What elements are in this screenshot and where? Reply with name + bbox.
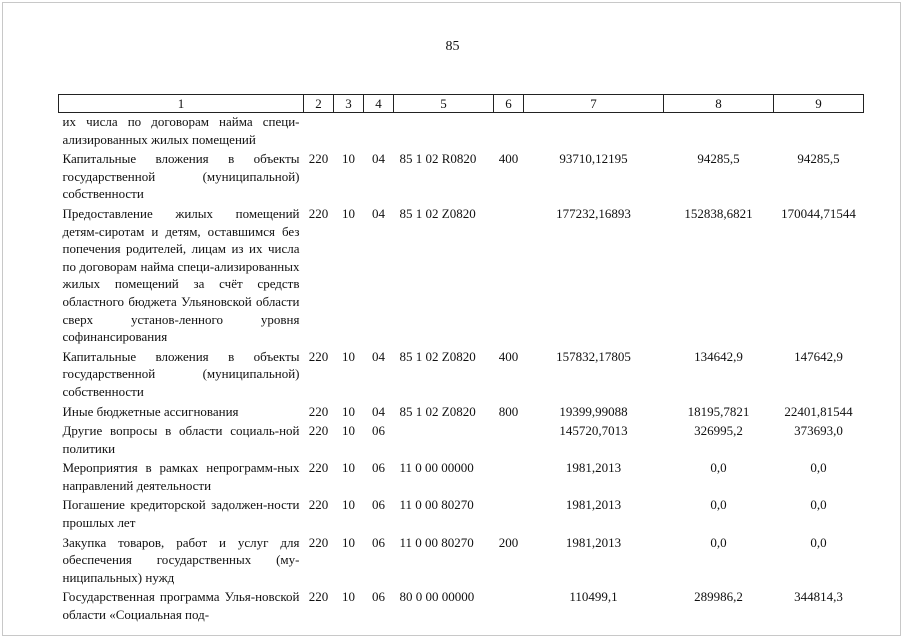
target-article-cell: 85 1 02 Z0820 (399, 205, 476, 221)
target-article-cell: 85 1 02 R0820 (399, 151, 477, 167)
amount-cell: 0,0 (810, 460, 827, 476)
code-cell: 220 (308, 403, 329, 419)
target-article-cell: 11 0 00 80270 (399, 534, 474, 550)
expense-type-cell (494, 457, 524, 494)
subsection-cell: 04 (372, 348, 385, 364)
amount-cell: 19399,99088 (559, 403, 628, 419)
column-header: 4 (364, 95, 394, 113)
subsection-cell: 06 (372, 497, 385, 513)
subsection-cell: 04 (372, 151, 385, 167)
row-name-cell: Мероприятия в рамках непрограмм-ных направлений деятельности (62, 460, 300, 493)
row-name-cell: Государственная программа Улья-новской области «Социальная под- (62, 589, 300, 623)
budget-table (58, 94, 864, 624)
column-header: 7 (524, 95, 664, 113)
expense-type-cell: 400 (498, 348, 519, 364)
amount-cell: 0,0 (710, 497, 727, 513)
amount-cell: 157832,17805 (556, 348, 631, 364)
code-cell: 220 (308, 423, 329, 439)
column-header: 8 (664, 95, 774, 113)
amount-cell: 147642,9 (794, 348, 843, 364)
column-header: 6 (494, 95, 524, 113)
amount-cell: 0,0 (710, 534, 727, 550)
amount-cell: 110499,1 (569, 589, 618, 605)
expense-type-cell (494, 494, 524, 531)
code-cell: 220 (308, 151, 329, 167)
amount-cell: 93710,12195 (559, 151, 628, 167)
expense-type-cell (494, 203, 524, 346)
amount-cell: 94285,5 (797, 151, 840, 167)
code-cell: 220 (308, 589, 329, 605)
subsection-cell: 04 (372, 205, 385, 221)
row-name-cell: Капитальные вложения в объекты государственной (муниципальной) собственности (62, 348, 300, 399)
amount-cell: 373693,0 (794, 423, 843, 439)
target-article-cell: 85 1 02 Z0820 (399, 403, 476, 419)
target-article-cell: 85 1 02 Z0820 (399, 348, 476, 364)
expense-type-cell (494, 420, 524, 457)
expense-type-cell (494, 586, 524, 623)
section-cell: 10 (342, 497, 355, 513)
row-name-cell: Иные бюджетные ассигнования (62, 403, 239, 419)
code-cell: 220 (308, 348, 329, 364)
amount-cell: 177232,16893 (556, 205, 631, 221)
section-cell: 10 (342, 589, 355, 605)
amount-cell: 1981,2013 (565, 534, 622, 550)
amount-cell (664, 113, 774, 149)
target-article-cell (394, 420, 494, 457)
header-row (59, 95, 864, 113)
target-article-cell: 80 0 00 00000 (399, 589, 475, 605)
amount-cell: 0,0 (810, 497, 827, 513)
subsection-cell: 06 (372, 423, 385, 439)
table-row (59, 203, 864, 346)
code-cell: 220 (308, 460, 329, 476)
expense-type-cell: 200 (498, 534, 519, 550)
amount-cell: 326995,2 (694, 423, 743, 439)
amount-cell: 170044,71544 (781, 205, 856, 221)
code-cell (304, 113, 334, 149)
section-cell: 10 (342, 534, 355, 550)
section-cell (334, 113, 364, 149)
section-cell: 10 (342, 348, 355, 364)
amount-cell: 289986,2 (694, 589, 743, 605)
subsection-cell: 04 (372, 403, 385, 419)
table-body (59, 113, 864, 624)
row-name-cell: Капитальные вложения в объекты государственной (муниципальной) собственности (62, 151, 300, 202)
column-header: 9 (774, 95, 864, 113)
column-header: 1 (59, 95, 304, 113)
amount-cell: 1981,2013 (565, 460, 622, 476)
amount-cell: 344814,3 (794, 589, 843, 605)
table-row (59, 494, 864, 531)
section-cell: 10 (342, 460, 355, 476)
section-cell: 10 (342, 205, 355, 221)
code-cell: 220 (308, 205, 329, 221)
subsection-cell (364, 113, 394, 149)
table-row (59, 457, 864, 494)
row-name-cell: Другие вопросы в области социаль-ной политики (62, 423, 300, 456)
target-article-cell (394, 113, 494, 149)
subsection-cell: 06 (372, 460, 385, 476)
table-row (59, 420, 864, 457)
section-cell: 10 (342, 423, 355, 439)
subsection-cell: 06 (372, 589, 385, 605)
table-row (59, 401, 864, 421)
row-name-cell: их числа по договорам найма специ-ализированных жилых помещений (62, 114, 300, 147)
column-header: 2 (304, 95, 334, 113)
amount-cell: 145720,7013 (559, 423, 628, 439)
expense-type-cell (494, 113, 524, 149)
amount-cell: 94285,5 (697, 151, 740, 167)
row-name-cell: Предоставление жилых помещений детям-сиротам и детям, оставшимся без попечения родителей, лицам из их числа по договорам найма специ-ализированных жилых помещений за счёт средств областного бюджета Ульяновской области сверх установ-ленного уровня софинансирования (62, 205, 300, 345)
code-cell: 220 (308, 497, 329, 513)
column-header: 5 (394, 95, 494, 113)
amount-cell: 134642,9 (694, 348, 743, 364)
subsection-cell: 06 (372, 534, 385, 550)
target-article-cell: 11 0 00 00000 (399, 460, 474, 476)
amount-cell (774, 113, 864, 149)
amount-cell: 22401,81544 (784, 403, 853, 419)
amount-cell: 0,0 (810, 534, 827, 550)
expense-type-cell: 800 (498, 403, 519, 419)
code-cell: 220 (308, 534, 329, 550)
table-row (59, 586, 864, 623)
section-cell: 10 (342, 151, 355, 167)
expense-type-cell: 400 (498, 151, 519, 167)
section-cell: 10 (342, 403, 355, 419)
amount-cell: 1981,2013 (565, 497, 622, 513)
amount-cell: 0,0 (710, 460, 727, 476)
table-row (59, 148, 864, 203)
column-header: 3 (334, 95, 364, 113)
table-row (59, 113, 864, 149)
amount-cell (524, 113, 664, 149)
amount-cell: 18195,7821 (687, 403, 750, 419)
table-row (59, 532, 864, 587)
page-number: 85 (445, 39, 460, 54)
table-header (59, 95, 864, 113)
target-article-cell: 11 0 00 80270 (399, 497, 474, 513)
row-name-cell: Погашение кредиторской задолжен-ности прошлых лет (62, 497, 300, 531)
amount-cell: 152838,6821 (684, 205, 753, 221)
row-name-cell: Закупка товаров, работ и услуг для обеспечения государственных (му-ниципальных) нужд (62, 534, 300, 585)
table-row (59, 346, 864, 401)
